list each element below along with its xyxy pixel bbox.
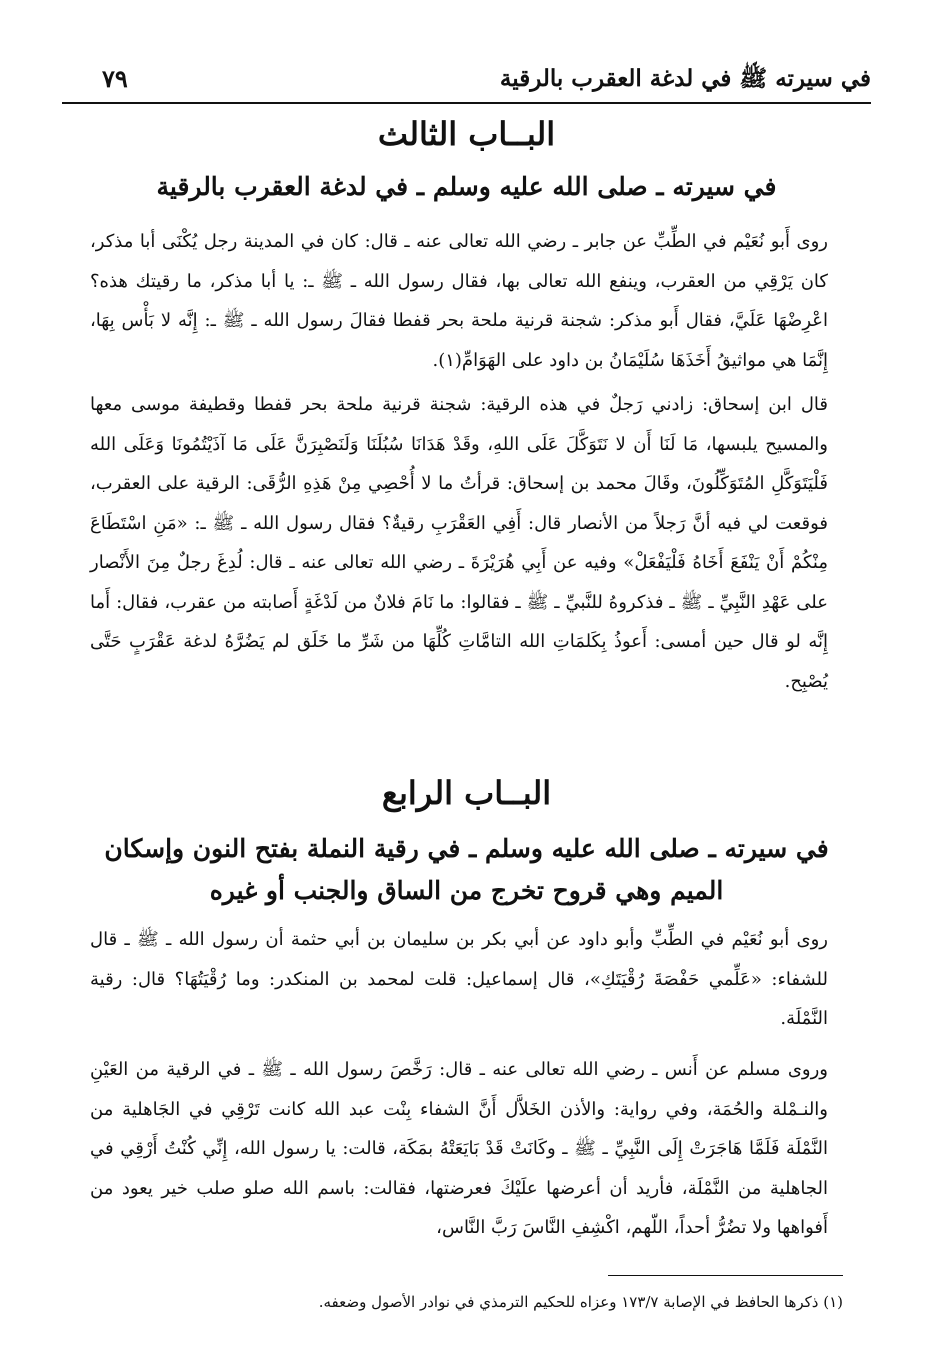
chapter-3-paragraph-1: روى أَبو نُعَيْم في الطِّبِّ عن جابر ـ رضي الله تعالى عنه ـ قال: كان في المدينة رجل يُكْنَى أبا مذكر، كان يَرْقِي من العقرب، وينفع الله تعالى بها، فقال رسول الله ـ ﷺ ـ: يا أبا مذكر، ما رقيتك هذه؟ اعْرِضْهَا عَلَيَّ، فقال أَبو مذكر: شجنة قرنية ملحة بحر قفطا فقالَ رسول الله ـ ﷺ ـ: إِنَّه لا بَأْس بِهَا، إِنَّمَا هي مواثيقُ أَخَذَهَا سُلَيْمَانُ بن داود على الهَوَامِّ(١). [90,231,828,371]
footnote-rule [608,1275,843,1276]
chapter-4-subtitle-line-1: في سيرته ـ صلى الله عليه وسلم ـ في رقية النملة بفتح النون وإسكان [104,834,829,863]
chapter-3-title: البــاب الثالث [377,115,556,153]
chapter-4-paragraph-2: وروى مسلم عن أَنس ـ رضي الله تعالى عنه ـ قال: رَخَّصَ رسول الله ـ ﷺ ـ في الرقية من العَيْنِ والنـمْلة والحُمَة، وفي رواية: والأذن الخَلاَّل أَنَّ الشفاء بِنْت عبد الله كانت تَرْقِي في الجَاهلية من النَّمْلَة فَلَمَّا هَاجَرَتْ إِلَى النَّبِيِّ ـ ﷺ ـ وكَانَتْ قَدْ بَايَعَتْهُ بمَكَة، قالت: يا رسول الله، إِنِّي كُنْتُ أَرْقِي في الجاهلية من النَّمْلَة، فأريد أن أعرضها علَيْكَ فعرضتها، فقالت: باسم الله صلو صلب خير يعود من أَفواهها ولا تضُرُّ أحداً، اللّهم، اكْشِفِ النَّاسَ رَبَّ النَّاس، [90,1059,828,1238]
chapter-4-paragraph-1: روى أبو نُعَيْم في الطِّبِّ وأبو داود عن أبي بكر بن سليمان بن أبي حثمة أن رسول الله ـ ﷺ ـ قال للشفاء: «عَلِّمي حَفْصَةَ رُقْيَتَكِ»، قال إسماعيل: قلت لمحمد بن المنكدر: وما رُقْيَتُهَا؟ قال: رقية النَّمْلَة. [90,929,828,1029]
chapter-4-title: البــاب الرابع [381,774,552,812]
page-number: ٧٩ [102,64,128,93]
running-header [62,62,871,104]
chapter-3-paragraph-2: قال ابن إسحاق: زادني رَجلٌ في هذه الرقية: شجنة قرنية ملحة بحر قفطا وقطيفة موسى معها والمسيح يلبسها، مَا لَنَا أَن لا نَتَوَكَّلَ عَلَى اللهِ، وقَدْ هَدَانَا سُبُلَنَا وَلَنَصْبِرَنَّ عَلَى مَا آذَيْتُمُونَا وَعَلَى الله فَلْيَتَوَكَّلِ المُتَوَكِّلُونَ، وقَالَ محمد بن إسحاق: قرأتُ ما لا أُحْصِي مِنْ هَذِهِ الرُّقَى: الرقية على العقرب، فوقعت لي فيه أنَّ رَجلاً من الأنصار قال: أَفِي العَقْرَبِ رقيةٌ؟ فقال رسول الله ـ ﷺ ـ: «مَنِ اسْتَطَاعَ مِنْكُمْ أَنْ يَنْفَعَ أَخَاهُ فَلْيَفْعَلْ» وفيه عن أَبِي هُرَيْرَةَ ـ رضي الله تعالى عنه ـ قال: لُدِغَ رجلٌ مِنَ الأَنْصار على عَهْدِ النَّبِيِّ ـ ﷺ ـ فذكروهُ للنَّبيِّ ـ ﷺ ـ فقالوا: ما نَامَ فلانٌ من لَدْغَةٍ أَصابته من عقرب، فقال: أَما إِنَّه لو قال حين أمسى: أَعوذُ بِكَلمَاتِ الله التامَّاتِ كُلِّهَا من شَرِّ ما خَلَق لم يَضُرَّهُ لدغة عَقْرَبٍ حَتَّى يُصْبِح. [90,394,828,692]
running-title: في سيرته ﷺ في لدغة العقرب بالرقية [499,65,871,92]
chapter-4-subtitle-line-2: الميم وهي قروح تخرج من الساق والجنب أو غيره [209,876,724,905]
footnote: (١) ذكرها الحافظ في الإصابة ١٧٣/٧ وعزاه للحكيم الترمذي في نوادر الأصول وضعفه. [318,1293,843,1311]
chapter-3-subtitle: في سيرته ـ صلى الله عليه وسلم ـ في لدغة العقرب بالرقية [156,172,777,201]
